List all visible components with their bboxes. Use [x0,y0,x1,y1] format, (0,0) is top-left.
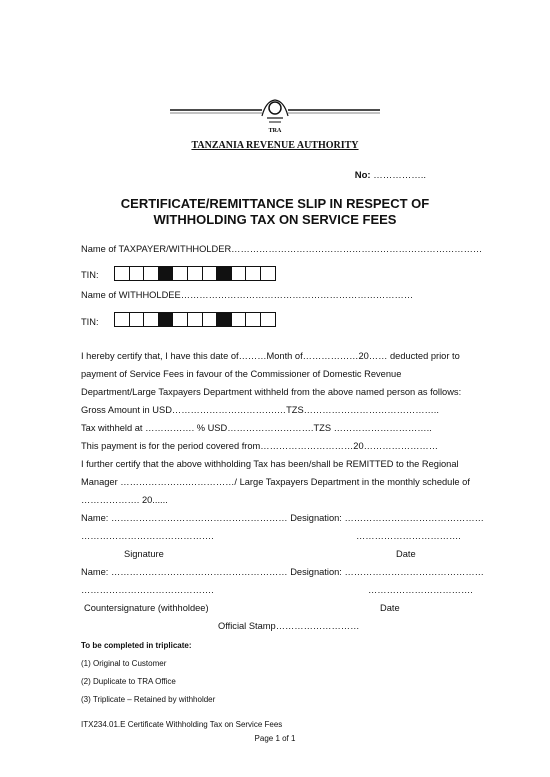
remit-line-3: ………………. 20...... [81,495,168,505]
date-line-2: ……………………………. [368,585,473,595]
tin-digit-box [158,312,174,327]
tin-digit-box [245,312,261,327]
taxpayer-name-field: Name of TAXPAYER/WITHHOLDER……………………………………………………………………… [81,244,483,254]
tin-digit-box [187,312,203,327]
tin-digit-box [260,312,276,327]
period-line: This payment is for the period covered from…………………………20…………………… [81,441,438,451]
certify-line-1: I hereby certify that, I have this date of………Month of………………20…… deducted prior to [81,351,460,361]
countersignature-label: Countersignature (withholdee) [84,603,209,613]
tin-digit-box [114,312,130,327]
authority-name: TANZANIA REVENUE AUTHORITY [191,140,359,151]
tin-digit-box [172,312,188,327]
certify-line-3: Department/Large Taxpayers Department withheld from the above named person as follows: [81,387,462,397]
date-line-1: ……………………………. [356,531,461,541]
tin-boxes [115,266,276,281]
page-number: Page 1 of 1 [254,734,296,743]
tin-digit-box [143,266,159,281]
remit-line-1: I further certify that the above withholding Tax has been/shall be REMITTED to the Regional [81,459,459,469]
tin-label-2: TIN: [81,317,99,327]
tin-digit-box [216,266,232,281]
withholdee-name-field: Name of WITHHOLDEE………………………………………………………………… [81,290,414,300]
tin-digit-box [129,266,145,281]
tax-withheld-line: Tax withheld at ……………. % USD……………………….TZS ………………………….. [81,423,432,433]
tin-label: TIN: [81,270,99,280]
tin-digit-box [216,312,232,327]
tin-digit-box [129,312,145,327]
tin-digit-box [245,266,261,281]
list-item: (3) Triplicate – Retained by withholder [81,695,216,704]
date-label-2: Date [380,603,400,613]
signature-line: ……………………………………. [81,531,214,541]
gross-amount-line: Gross Amount in USD…………………………….…TZS…………………………………….. [81,405,439,415]
svg-text:TRA: TRA [268,128,282,134]
name-designation-1: Name: ………………………………………………… Designation: ……………………………………… [81,513,484,523]
list-item: (1) Original to Customer [81,659,167,668]
form-id: ITX234.01.E Certificate Withholding Tax on Service Fees [81,720,283,729]
list-item: (2) Duplicate to TRA Office [81,677,176,686]
tin-digit-box [231,312,247,327]
tin-digit-box [158,266,174,281]
number-label: No: [354,170,371,181]
official-stamp: Official Stamp……………………… [218,621,360,631]
tin-digit-box [260,266,276,281]
document-title-line1: CERTIFICATE/REMITTANCE SLIP IN RESPECT OF [120,196,430,211]
remit-line-2: Manager ………………….……………/ Large Taxpayers Department in the monthly schedule of [81,477,470,487]
countersignature-line: ……………………………………. [81,585,214,595]
name-designation-2: Name: ………………………………………………… Designation: ……………………………………… [81,567,484,577]
certificate-number [355,170,426,181]
certify-line-2: payment of Service Fees in favour of the Commissioner of Domestic Revenue [81,369,402,379]
signature-label: Signature [124,549,164,559]
tra-emblem-icon [170,96,380,136]
tra-logo [170,96,380,136]
tin-digit-box [231,266,247,281]
tin-digit-box [114,266,130,281]
document-title-line2: WITHHOLDING TAX ON SERVICE FEES [153,212,397,227]
date-label-1: Date [396,549,416,559]
triplicate-heading: To be completed in triplicate: [81,641,192,650]
tin-digit-box [202,312,218,327]
number-value: …………….. [370,170,426,181]
tin-digit-box [187,266,203,281]
tin-digit-box [172,266,188,281]
tin-digit-box [202,266,218,281]
tin-boxes-2 [115,312,276,327]
tin-digit-box [143,312,159,327]
